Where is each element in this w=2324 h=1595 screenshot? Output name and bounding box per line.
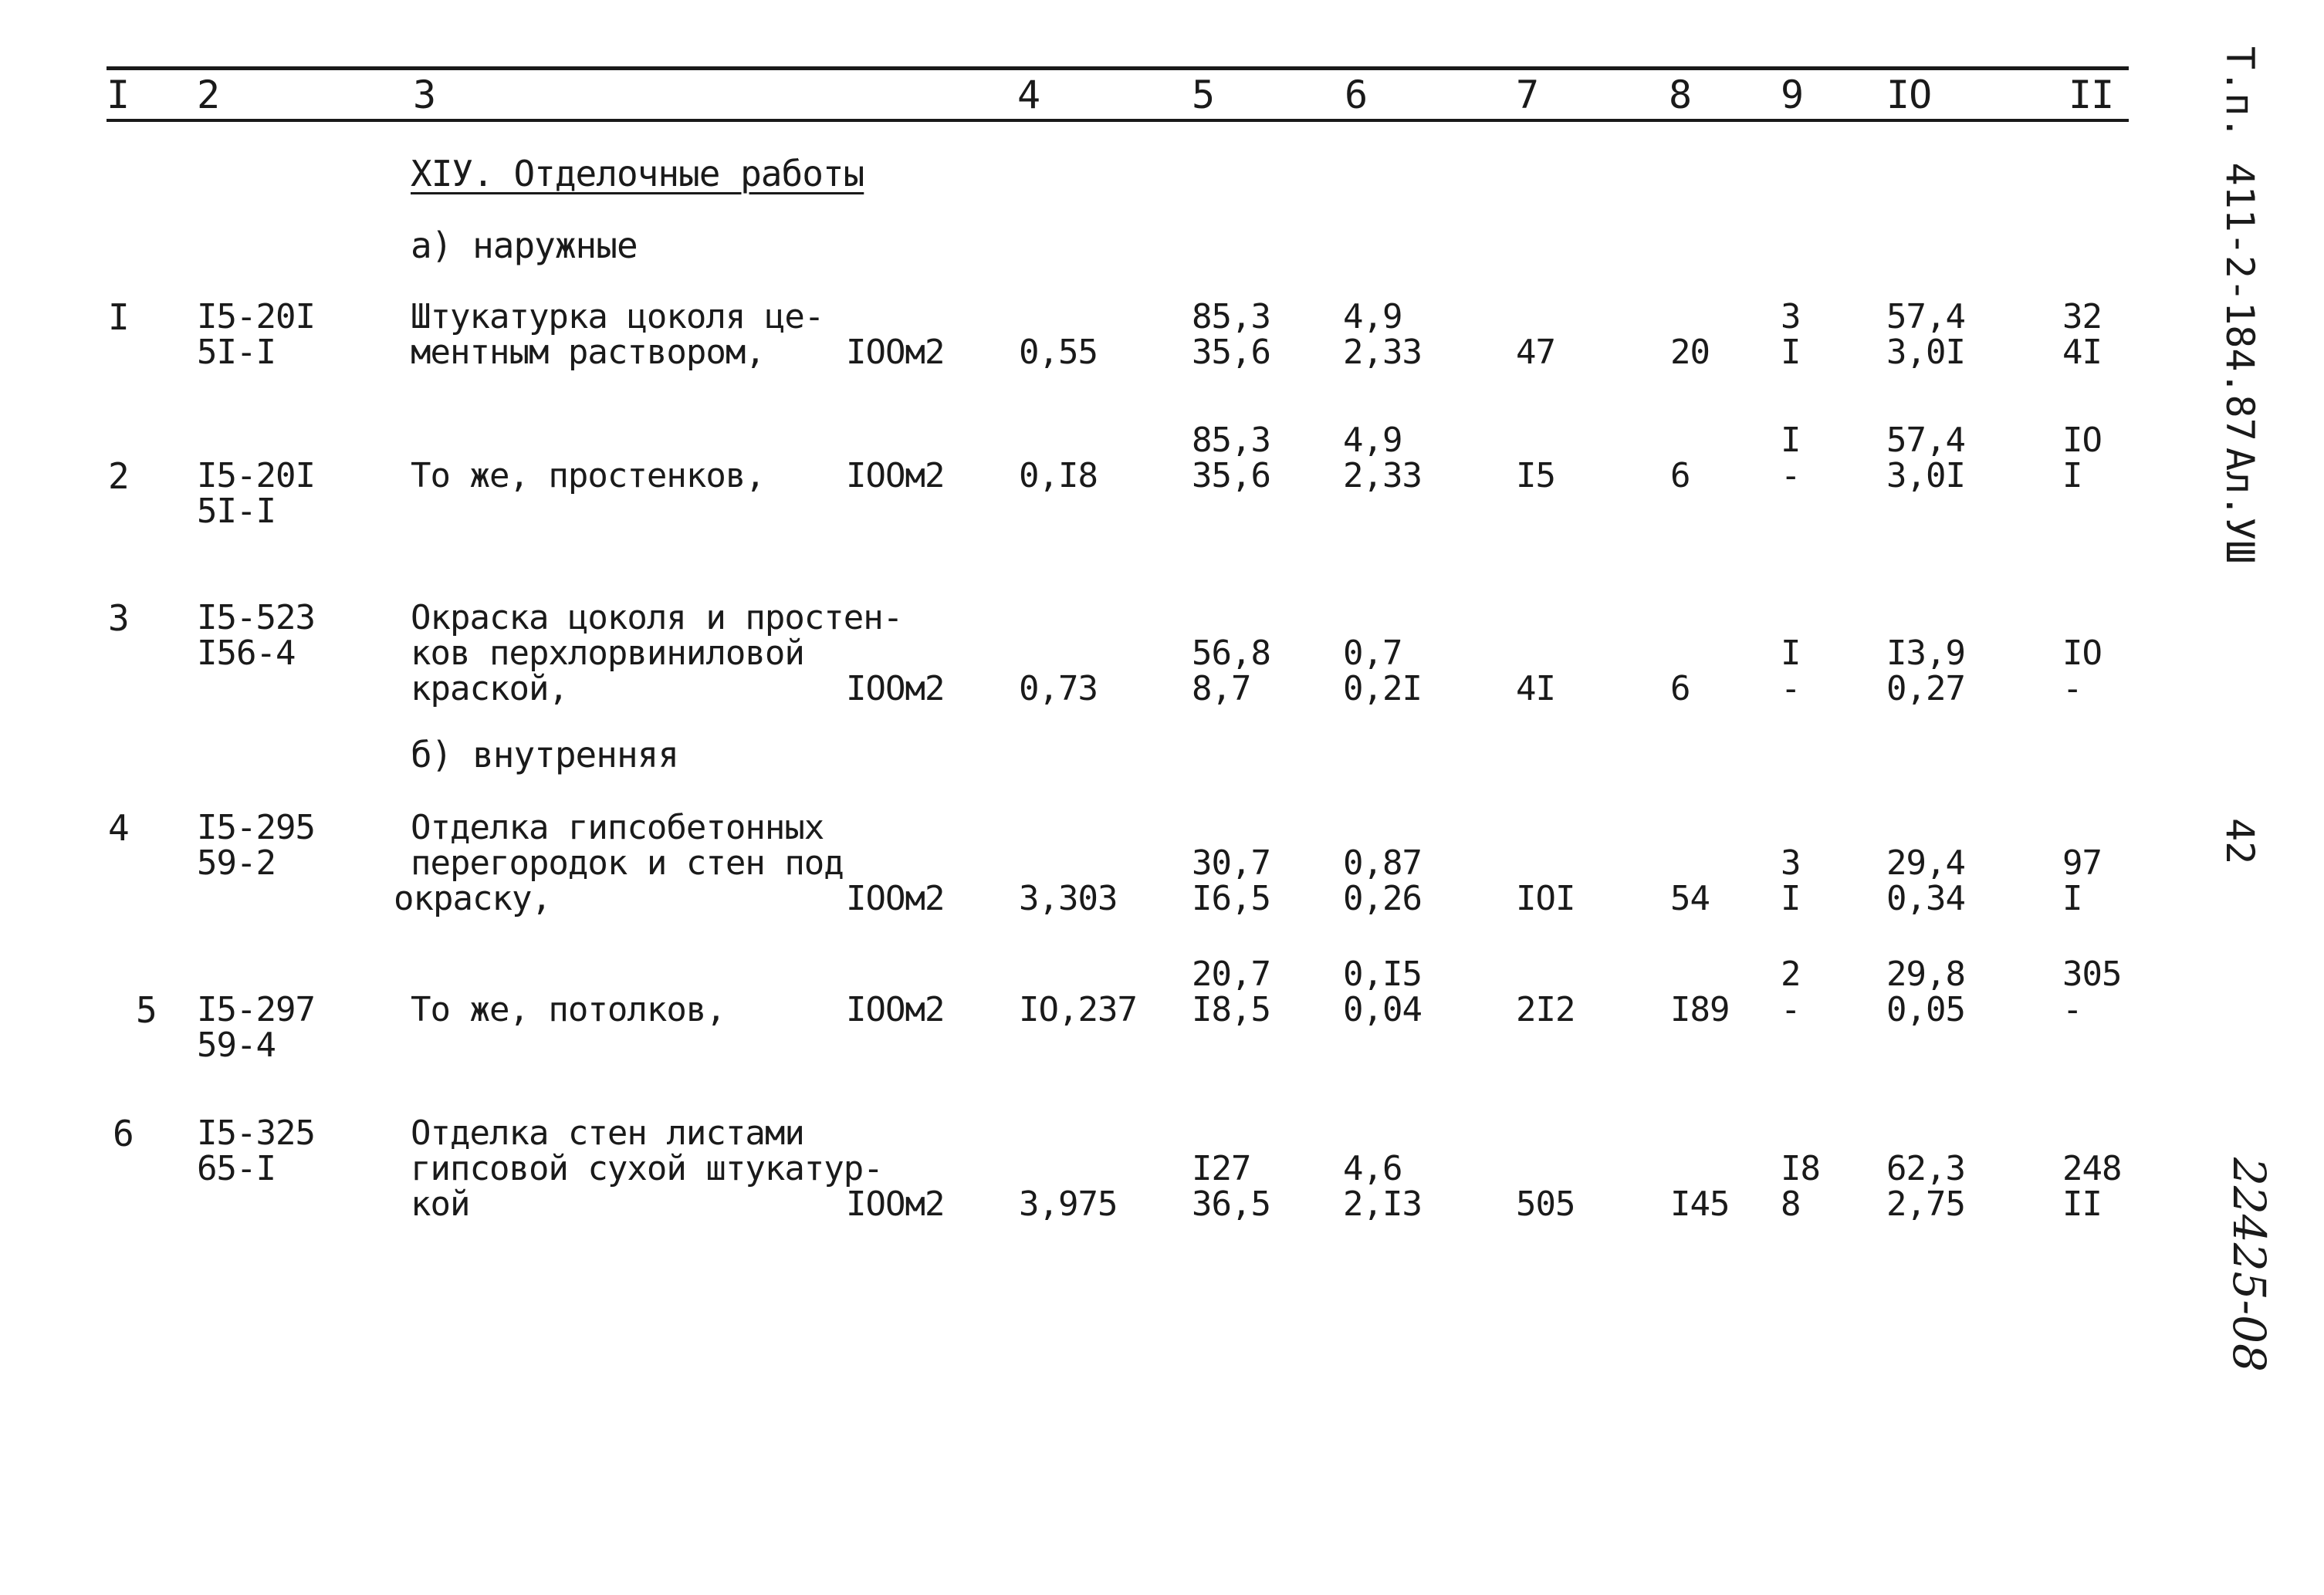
col8-value: 20 xyxy=(1670,333,1710,372)
col9-value-sub: I xyxy=(1781,879,1801,918)
col7-value: 505 xyxy=(1516,1184,1575,1224)
col11-value-sub: - xyxy=(2062,669,2082,708)
col-header-2: 2 xyxy=(197,73,220,117)
col6-value-sub: 2,33 xyxy=(1343,333,1422,372)
col-header-8: 8 xyxy=(1669,73,1692,117)
col11-value: 305 xyxy=(2062,955,2122,994)
col5-value-sub: I6,5 xyxy=(1192,879,1270,918)
col8-value: I89 xyxy=(1670,990,1730,1029)
rate-code: I5-20I xyxy=(197,456,315,495)
unit: IOOм2 xyxy=(846,669,945,708)
col10-value-sub: 3,0I xyxy=(1886,333,1965,372)
col7-value: 2I2 xyxy=(1516,990,1575,1029)
col11-value: 97 xyxy=(2062,843,2102,883)
col6-value: 0,7 xyxy=(1343,634,1402,673)
quantity: 0,73 xyxy=(1019,669,1098,708)
col-header-3: 3 xyxy=(413,73,436,117)
rate-code: I5-20I xyxy=(197,297,315,336)
col10-value: 57,4 xyxy=(1886,297,1965,336)
unit: IOOм2 xyxy=(846,456,945,495)
col9-value: I xyxy=(1781,421,1801,460)
work-description: краской, xyxy=(411,669,568,708)
col11-value: IO xyxy=(2062,634,2102,673)
section-title: XIУ. Отделочные работы xyxy=(411,153,864,194)
rate-code-sub: 5I-I xyxy=(197,492,276,531)
col9-value: I8 xyxy=(1781,1149,1820,1188)
col-header-1: I xyxy=(107,73,130,117)
col5-value-sub: 36,5 xyxy=(1192,1184,1270,1224)
sheet-number: 22425-08 xyxy=(2223,1157,2275,1372)
col10-value: 57,4 xyxy=(1886,421,1965,460)
col8-value: 54 xyxy=(1670,879,1710,918)
col11-value-sub: 4I xyxy=(2062,333,2102,372)
rate-code-sub: I56-4 xyxy=(197,634,296,673)
col7-value: 4I xyxy=(1516,669,1555,708)
col7-value: IOI xyxy=(1516,879,1575,918)
col10-value: 62,3 xyxy=(1886,1149,1965,1188)
col9-value: 3 xyxy=(1781,297,1801,336)
row-number: 4 xyxy=(108,807,129,849)
work-description: перегородок и стен под xyxy=(411,843,844,883)
col10-value: 29,8 xyxy=(1886,955,1965,994)
unit: IOOм2 xyxy=(846,990,945,1029)
rate-code-sub: 5I-I xyxy=(197,333,276,372)
col10-value-sub: 3,0I xyxy=(1886,456,1965,495)
col6-value: 4,6 xyxy=(1343,1149,1402,1188)
col9-value: 3 xyxy=(1781,843,1801,883)
col6-value-sub: 0,26 xyxy=(1343,879,1422,918)
col9-value-sub: 8 xyxy=(1781,1184,1801,1224)
col9-value-sub: - xyxy=(1781,456,1801,495)
rate-code: I5-523 xyxy=(197,598,315,637)
col6-value-sub: 2,33 xyxy=(1343,456,1422,495)
col6-value: 0,I5 xyxy=(1343,955,1422,994)
header-rule xyxy=(107,119,2129,122)
col7-value: 47 xyxy=(1516,333,1555,372)
top-rule xyxy=(107,66,2129,70)
col10-value-sub: 2,75 xyxy=(1886,1184,1965,1224)
rate-code-sub: 59-2 xyxy=(197,843,276,883)
col5-value-sub: 35,6 xyxy=(1192,456,1270,495)
col5-value-sub: 35,6 xyxy=(1192,333,1270,372)
col6-value: 0,87 xyxy=(1343,843,1422,883)
work-description: Отделка гипсобетонных xyxy=(411,808,824,847)
col-header-11: II xyxy=(2069,73,2114,117)
col-header-6: 6 xyxy=(1345,73,1368,117)
col11-value-sub: I xyxy=(2062,879,2082,918)
col-header-7: 7 xyxy=(1516,73,1539,117)
row-number: 3 xyxy=(108,597,129,639)
rate-code: I5-325 xyxy=(197,1113,315,1153)
rate-code-sub: 65-I xyxy=(197,1149,276,1188)
work-description: окраску, xyxy=(394,879,551,918)
col8-value: 6 xyxy=(1670,456,1690,495)
col5-value: I27 xyxy=(1192,1149,1251,1188)
col5-value: 85,3 xyxy=(1192,421,1270,460)
unit: IOOм2 xyxy=(846,879,945,918)
col11-value: 32 xyxy=(2062,297,2102,336)
col10-value: 29,4 xyxy=(1886,843,1965,883)
col9-value-sub: I xyxy=(1781,333,1801,372)
col5-value: 56,8 xyxy=(1192,634,1270,673)
album-label: Ал.УШ xyxy=(2217,448,2262,564)
row-number: 6 xyxy=(113,1113,134,1154)
work-description: То же, потолков, xyxy=(411,990,726,1029)
row-number: I xyxy=(108,296,129,338)
quantity: 3,975 xyxy=(1019,1184,1118,1224)
col10-value-sub: 0,27 xyxy=(1886,669,1965,708)
col-header-9: 9 xyxy=(1781,73,1804,117)
row-number: 5 xyxy=(136,989,157,1031)
col6-value-sub: 2,I3 xyxy=(1343,1184,1422,1224)
col5-value: 30,7 xyxy=(1192,843,1270,883)
col-header-10: IO xyxy=(1886,73,1932,117)
unit: IOOм2 xyxy=(846,333,945,372)
work-description: ков перхлорвиниловой xyxy=(411,634,804,673)
col5-value-sub: I8,5 xyxy=(1192,990,1270,1029)
col6-value: 4,9 xyxy=(1343,297,1402,336)
work-description: ментным раствором, xyxy=(411,333,765,372)
quantity: 0,55 xyxy=(1019,333,1098,372)
col7-value: I5 xyxy=(1516,456,1555,495)
col8-value: 6 xyxy=(1670,669,1690,708)
work-description: Окраска цоколя и простен- xyxy=(411,598,903,637)
col9-value-sub: - xyxy=(1781,669,1801,708)
col6-value-sub: 0,04 xyxy=(1343,990,1422,1029)
row-number: 2 xyxy=(108,455,129,497)
col10-value-sub: 0,05 xyxy=(1886,990,1965,1029)
col5-value-sub: 8,7 xyxy=(1192,669,1251,708)
col11-value-sub: II xyxy=(2062,1184,2102,1224)
subsection-exterior: а) наружные xyxy=(411,225,638,266)
work-description: гипсовой сухой штукатур- xyxy=(411,1149,883,1188)
col5-value: 20,7 xyxy=(1192,955,1270,994)
rate-code-sub: 59-4 xyxy=(197,1026,276,1065)
col11-value: IO xyxy=(2062,421,2102,460)
rate-code: I5-295 xyxy=(197,808,315,847)
work-description: кой xyxy=(411,1184,470,1224)
col6-value-sub: 0,2I xyxy=(1343,669,1422,708)
col10-value: I3,9 xyxy=(1886,634,1965,673)
col-header-5: 5 xyxy=(1192,73,1215,117)
col8-value: I45 xyxy=(1670,1184,1730,1224)
col9-value-sub: - xyxy=(1781,990,1801,1029)
rate-code: I5-297 xyxy=(197,990,315,1029)
col6-value: 4,9 xyxy=(1343,421,1402,460)
col-header-4: 4 xyxy=(1017,73,1040,117)
col11-value-sub: I xyxy=(2062,456,2082,495)
page-number: 42 xyxy=(2217,818,2262,865)
col10-value-sub: 0,34 xyxy=(1886,879,1965,918)
quantity: 0,I8 xyxy=(1019,456,1098,495)
col9-value: 2 xyxy=(1781,955,1801,994)
work-description: Штукатурка цоколя це- xyxy=(411,297,824,336)
work-description: Отделка стен листами xyxy=(411,1113,804,1153)
quantity: IO,237 xyxy=(1019,990,1137,1029)
work-description: То же, простенков, xyxy=(411,456,765,495)
col11-value: 248 xyxy=(2062,1149,2122,1188)
col9-value: I xyxy=(1781,634,1801,673)
subsection-interior: б) внутренняя xyxy=(411,734,679,776)
document-code: Т.п. 411-2-184.87 xyxy=(2217,46,2262,441)
col5-value: 85,3 xyxy=(1192,297,1270,336)
quantity: 3,303 xyxy=(1019,879,1118,918)
unit: IOOм2 xyxy=(846,1184,945,1224)
col11-value-sub: - xyxy=(2062,990,2082,1029)
